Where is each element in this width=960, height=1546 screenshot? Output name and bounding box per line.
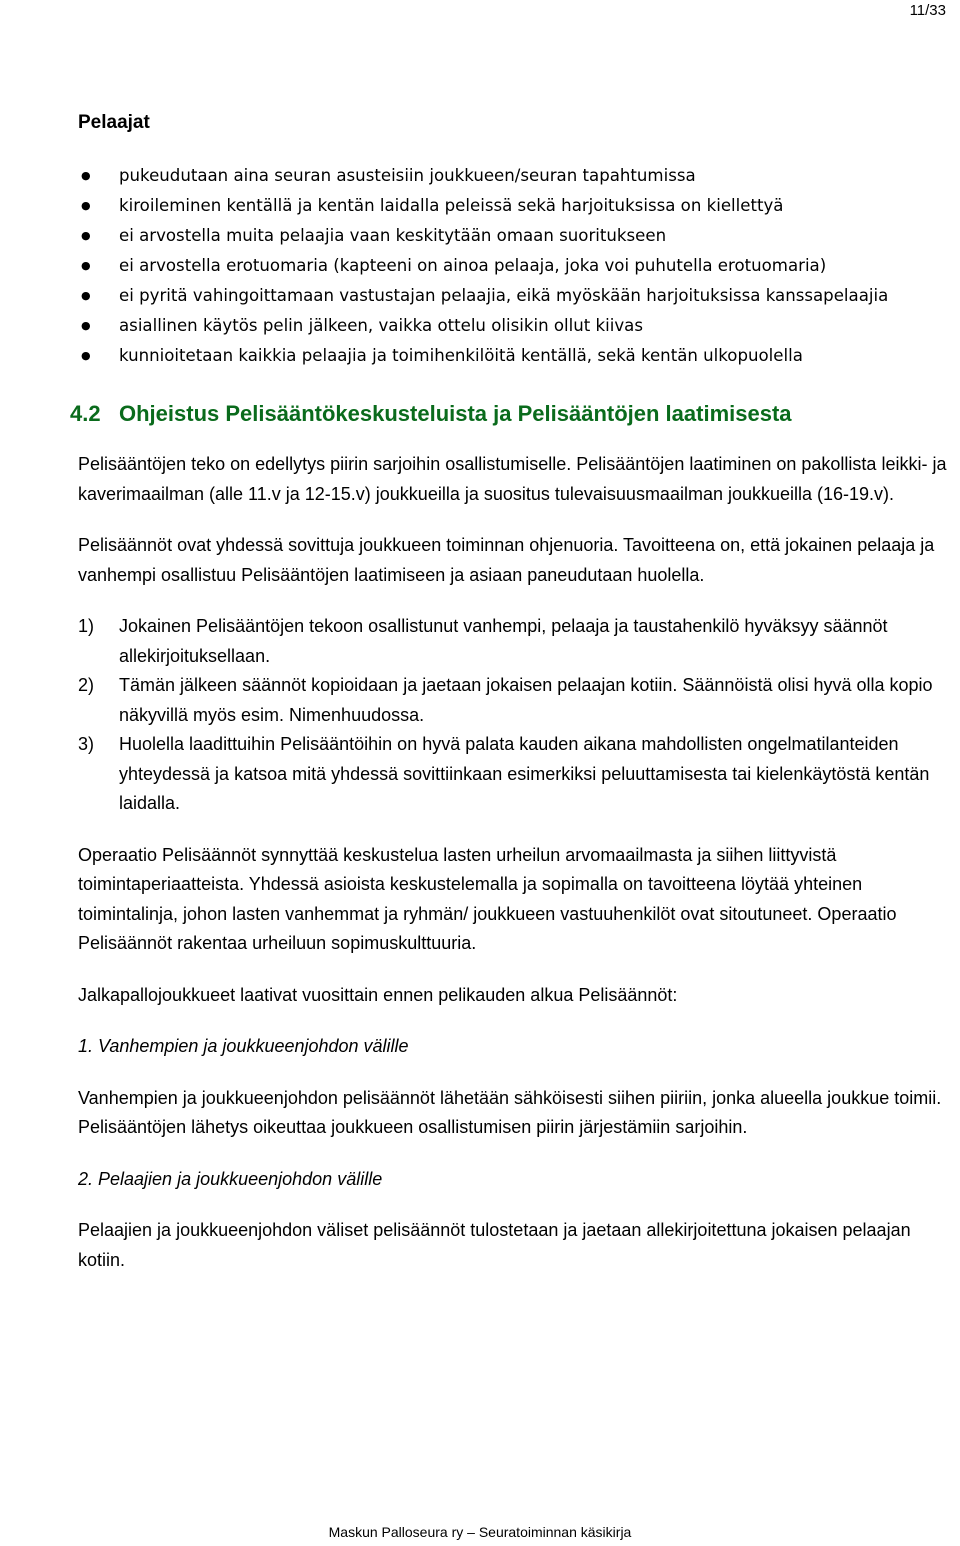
- list-item: ● ei pyritä vahingoittamaan vastustajan pelaajia, eikä myöskään harjoituksissa kanssapelaajia: [78, 281, 954, 311]
- step-text: Huolella laadittuihin Pelisääntöihin on hyvä palata kauden aikana mahdollisten ongelmatilanteiden yhteydessä ja katsoa mitä yhdessä sovittiinkaan esimerkiksi peluuttamisesta tai kielenkäytöstä kentän laidalla.: [119, 734, 930, 813]
- paragraph: Pelaajien ja joukkueenjohdon väliset pelisäännöt tulostetaan ja jaetaan allekirjoitettuna jokaisen pelaajan kotiin.: [78, 1220, 911, 1270]
- document-body: [70, 108, 954, 1297]
- list-item: ● pukeudutaan aina seuran asusteisiin joukkueen/seuran tapahtumissa: [78, 161, 954, 191]
- step-text: Tämän jälkeen säännöt kopioidaan ja jaetaan jokaisen pelaajan kotiin. Säännöistä olisi hyvä olla kopio näkyvillä myös esim. Nimenhuudossa.: [119, 675, 933, 725]
- players-rules-list: [78, 161, 954, 371]
- footer: Maskun Palloseura ry – Seuratoiminnan käsikirja: [328, 1524, 632, 1540]
- list-item: [78, 671, 954, 730]
- paragraph: Operaatio Pelisäännöt synnyttää keskustelua lasten urheilun arvomaailmasta ja siihen liittyvistä toimintaperiaatteista. Yhdessä asioista keskustelemalla ja sopimalla on tavoitteena löytää yhteinen toimintalinja, johon lasten vanhemmat ja ryhmän/ joukkueen vastuuhenkilöt ovat sitoutuneet. Operaatio Pelisäännöt rakentaa urheiluun sopimuskulttuuria.: [78, 844, 897, 953]
- section-number: 4.2: [70, 400, 101, 426]
- section-title: Ohjeistus Pelisääntökeskusteluista ja Pelisääntöjen laatimisesta: [119, 400, 792, 426]
- list-item: ● ei arvostella muita pelaajia vaan keskitytään omaan suoritukseen: [78, 221, 954, 251]
- list-item: ● kiroileminen kentällä ja kentän laidalla peleissä sekä harjoituksissa on kiellettyä: [78, 191, 954, 221]
- subheading-parents: 1. Vanhempien ja joukkueenjohdon välille: [78, 1036, 409, 1056]
- list-item: [78, 730, 954, 819]
- list-item: ● kunnioitetaan kaikkia pelaajia ja toimihenkilöitä kentällä, sekä kentän ulkopuolella: [78, 341, 954, 371]
- list-item: ● ei arvostella erotuomaria (kapteeni on ainoa pelaaja, joka voi puhutella erotuomaria): [78, 251, 954, 281]
- paragraph: Jalkapallojoukkueet laativat vuosittain ennen pelikauden alkua Pelisäännöt:: [78, 984, 678, 1005]
- step-text: Jokainen Pelisääntöjen tekoon osallistunut vanhempi, pelaaja ja taustahenkilö hyväksyy säännöt allekirjoituksellaan.: [119, 616, 888, 666]
- list-item: ● asiallinen käytös pelin jälkeen, vaikka ottelu olisikin ollut kiivas: [78, 311, 954, 341]
- steps-list: [78, 612, 954, 819]
- page-number: 11/33: [909, 2, 946, 19]
- step-number: 2): [78, 675, 95, 695]
- paragraph: Pelisääntöjen teko on edellytys piirin sarjoihin osallistumiselle. Pelisääntöjen laatiminen on pakollista leikki- ja kaverimaailman (alle 11.v ja 12-15.v) joukkueilla ja suositus tulevaisuusmaailman joukkueilla (16-19.v).: [78, 454, 947, 504]
- section-heading: [70, 399, 954, 429]
- list-item: [78, 612, 954, 671]
- paragraph: Pelisäännöt ovat yhdessä sovittuja joukkueen toiminnan ohjenuoria. Tavoitteena on, että jokainen pelaaja ja vanhempi osallistuu Pelisääntöjen laatimiseen ja asiaan paneudutaan huolella.: [78, 535, 935, 585]
- step-number: 1): [78, 616, 95, 636]
- players-heading: Pelaajat: [78, 112, 150, 133]
- paragraph: Vanhempien ja joukkueenjohdon pelisäännöt lähetään sähköisesti siihen piiriin, jonka alueella joukkue toimii. Pelisääntöjen lähetys oikeuttaa joukkueen osallistumisen piirin järjestämiin sarjoihin.: [78, 1087, 942, 1137]
- step-number: 3): [78, 734, 95, 754]
- subheading-players: 2. Pelaajien ja joukkueenjohdon välille: [78, 1168, 383, 1189]
